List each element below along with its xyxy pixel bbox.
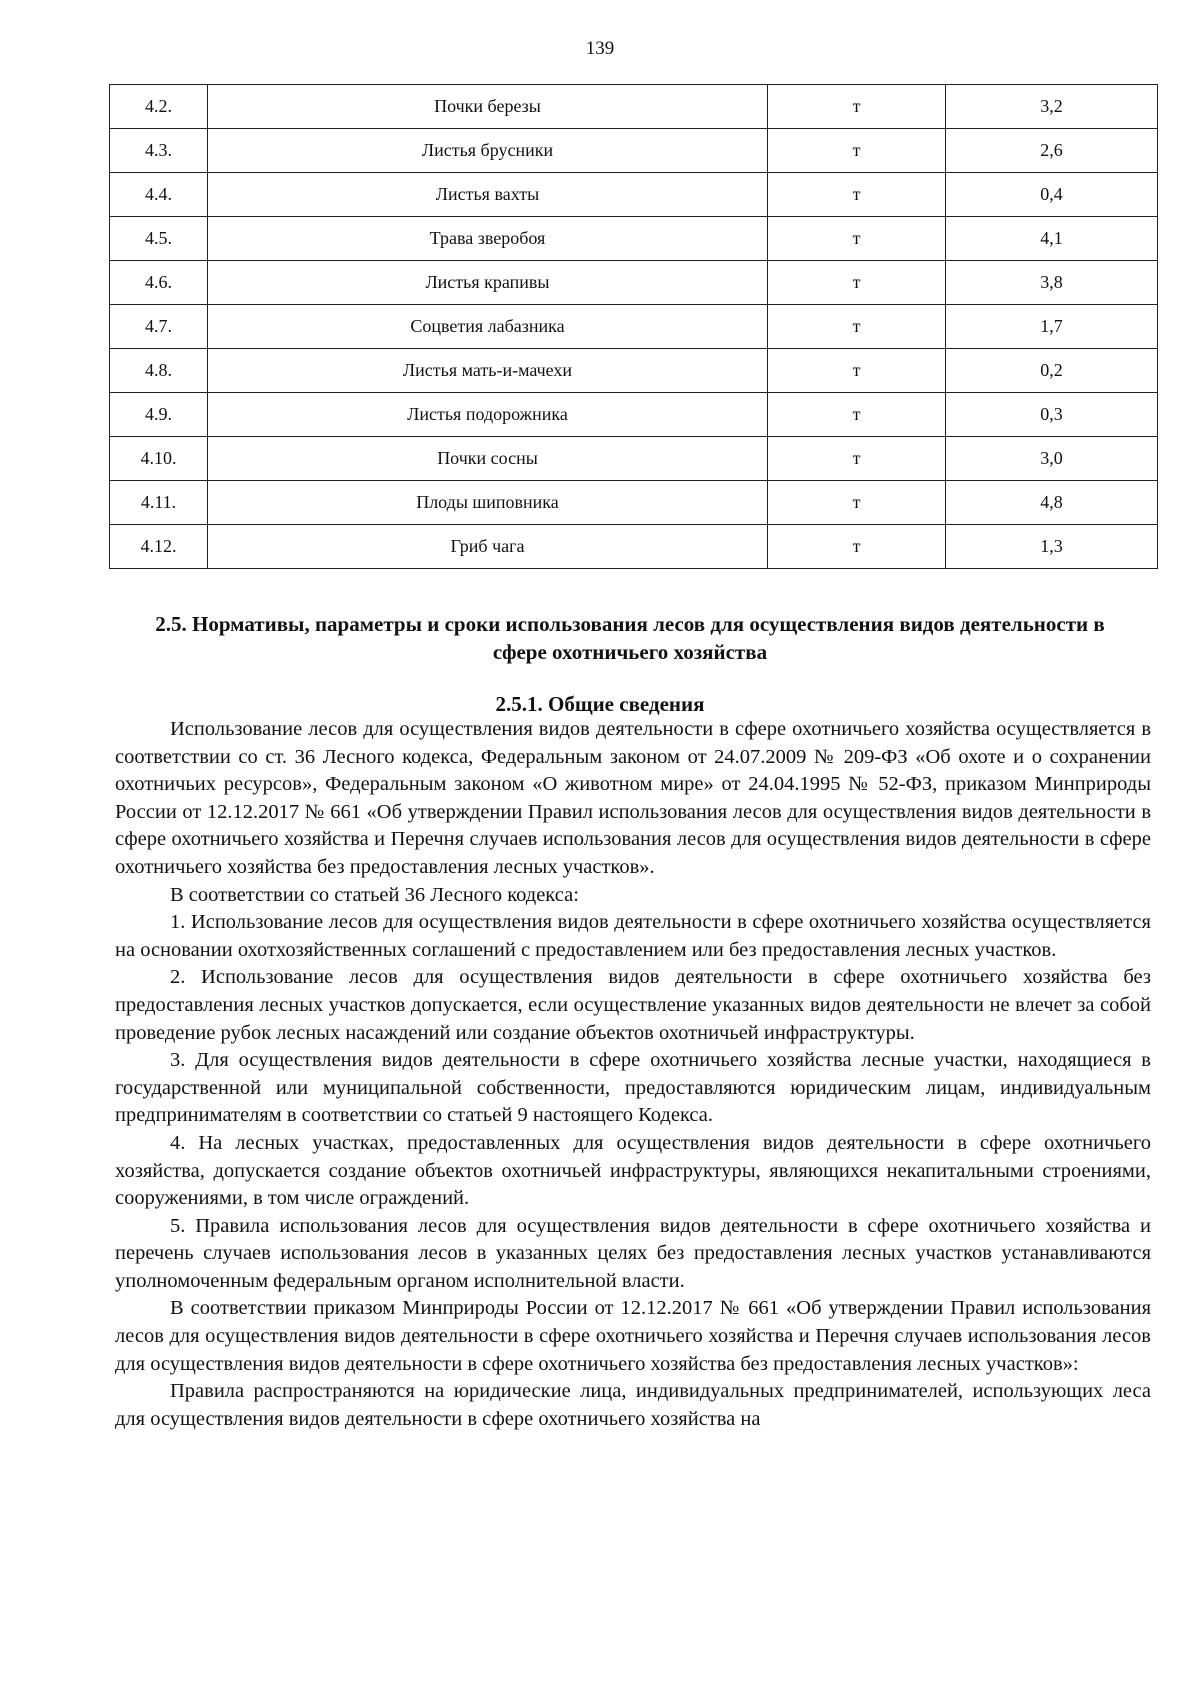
resources-table: [109, 84, 1158, 569]
row-name: Листья мать-и-мачехи: [208, 349, 768, 393]
row-unit: т: [768, 437, 946, 481]
row-value: 0,2: [946, 349, 1158, 393]
row-unit: т: [768, 349, 946, 393]
page-number: 139: [585, 38, 615, 59]
table-row: [110, 393, 1158, 437]
row-name: Листья крапивы: [208, 261, 768, 305]
paragraph: 3. Для осуществления видов деятельности в сфере охотничьего хозяйства лесные участки, находящиеся в государственной или муниципальной собственности, предоставляются юридическим лицам, индивидуальным предпринимателям в соответствии со статьей 9 настоящего Кодекса.: [115, 1049, 1151, 1127]
row-unit: т: [768, 305, 946, 349]
row-number: 4.7.: [110, 305, 208, 349]
row-value: 4,8: [946, 481, 1158, 525]
section-title: 2.5. Нормативы, параметры и сроки использования лесов для осуществления видов деятельности в сфере охотничьего хозяйства: [155, 612, 1105, 664]
table-row: [110, 261, 1158, 305]
row-unit: т: [768, 173, 946, 217]
table-row: [110, 173, 1158, 217]
row-number: 4.3.: [110, 129, 208, 173]
row-number: 4.12.: [110, 525, 208, 569]
row-unit: т: [768, 393, 946, 437]
row-unit: т: [768, 525, 946, 569]
row-number: 4.2.: [110, 85, 208, 129]
table-body: [110, 85, 1158, 569]
row-unit: т: [768, 217, 946, 261]
row-unit: т: [768, 481, 946, 525]
row-name: Трава зверобоя: [208, 217, 768, 261]
table-row: [110, 525, 1158, 569]
row-number: 4.5.: [110, 217, 208, 261]
row-value: 0,3: [946, 393, 1158, 437]
row-name: Почки сосны: [208, 437, 768, 481]
paragraph: Правила распространяются на юридические лица, индивидуальных предпринимателей, использующих леса для осуществления видов деятельности в сфере охотничьего хозяйства на: [115, 1380, 1151, 1430]
row-name: Соцветия лабазника: [208, 305, 768, 349]
row-unit: т: [768, 129, 946, 173]
row-value: 3,8: [946, 261, 1158, 305]
row-number: 4.11.: [110, 481, 208, 525]
table-row: [110, 437, 1158, 481]
row-value: 1,3: [946, 525, 1158, 569]
table-row: [110, 305, 1158, 349]
row-value: 3,2: [946, 85, 1158, 129]
row-name: Листья подорожника: [208, 393, 768, 437]
row-name: Почки березы: [208, 85, 768, 129]
row-unit: т: [768, 85, 946, 129]
paragraph: 5. Правила использования лесов для осуществления видов деятельности в сфере охотничьего хозяйства и перечень случаев использования лесов в указанных целях без предоставления лесных участков устанавливаются уполномоченным федеральным органом исполнительной власти.: [115, 1214, 1151, 1292]
row-number: 4.8.: [110, 349, 208, 393]
row-number: 4.6.: [110, 261, 208, 305]
table-row: [110, 217, 1158, 261]
row-name: Гриб чага: [208, 525, 768, 569]
paragraph: 4. На лесных участках, предоставленных для осуществления видов деятельности в сфере охотничьего хозяйства, допускается создание объектов охотничьей инфраструктуры, являющихся некапитальными строениями, сооружениями, в том числе ограждений.: [115, 1131, 1151, 1210]
table-row: [110, 129, 1158, 173]
row-value: 4,1: [946, 217, 1158, 261]
row-value: 2,6: [946, 129, 1158, 173]
paragraph: 1. Использование лесов для осуществления видов деятельности в сфере охотничьего хозяйства осуществляется на основании охотхозяйственных соглашений с предоставлением или без предоставления лесных участков.: [115, 911, 1151, 961]
row-value: 0,4: [946, 173, 1158, 217]
row-value: 1,7: [946, 305, 1158, 349]
subsection-title: 2.5.1. Общие сведения: [495, 692, 705, 716]
paragraph: В соответствии со статьей 36 Лесного кодекса:: [170, 883, 579, 906]
paragraph: 2. Использование лесов для осуществления видов деятельности в сфере охотничьего хозяйства без предоставления лесных участков допускается, если осуществление указанных видов деятельности не влечет за собой проведение рубок лесных насаждений или создание объектов охотничьей инфраструктуры.: [115, 966, 1151, 1044]
row-number: 4.4.: [110, 173, 208, 217]
row-name: Листья брусники: [208, 129, 768, 173]
row-value: 3,0: [946, 437, 1158, 481]
paragraph: Использование лесов для осуществления видов деятельности в сфере охотничьего хозяйства осуществляется в соответствии со ст. 36 Лесного кодекса, Федеральным законом от 24.07.2009 № 209-ФЗ «Об охоте и о сохранении охотничьих ресурсов», Федеральным законом «О животном мире» от 24.04.1995 № 52-ФЗ, приказом Минприроды России от 12.12.2017 № 661 «Об утверждении Правил использования лесов для осуществления видов деятельности в сфере охотничьего хозяйства и Перечня случаев использования лесов для осуществления видов деятельности в сфере охотничьего хозяйства без предоставления лесных участков».: [115, 718, 1151, 878]
table-row: [110, 85, 1158, 129]
table-row: [110, 349, 1158, 393]
body-text: [115, 716, 1151, 1433]
row-name: Плоды шиповника: [208, 481, 768, 525]
row-unit: т: [768, 261, 946, 305]
table-row: [110, 481, 1158, 525]
paragraph: В соответствии приказом Минприроды России от 12.12.2017 № 661 «Об утверждении Правил использования лесов для осуществления видов деятельности в сфере охотничьего хозяйства и Перечня случаев использования лесов для осуществления видов деятельности в сфере охотничьего хозяйства без предоставления лесных участков»:: [115, 1297, 1151, 1375]
row-name: Листья вахты: [208, 173, 768, 217]
row-number: 4.10.: [110, 437, 208, 481]
row-number: 4.9.: [110, 393, 208, 437]
